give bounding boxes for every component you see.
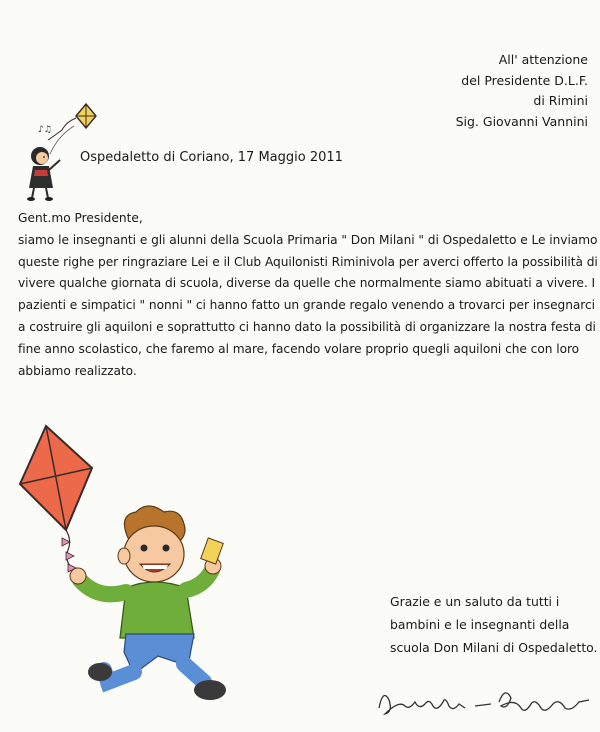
closing-line: bambini e le insegnanti della xyxy=(390,617,570,632)
recipient-line: di Rimini xyxy=(533,93,588,108)
salutation: Gent.mo Presidente, xyxy=(18,211,143,225)
recipient-line: All' attenzione xyxy=(498,52,588,67)
closing-line: scuola Don Milani di Ospedaletto. xyxy=(390,640,598,655)
closing-greeting xyxy=(390,590,597,659)
recipient-line: Sig. Giovanni Vannini xyxy=(455,113,588,129)
svg-text:♪♫: ♪♫ xyxy=(38,125,52,135)
small-kite xyxy=(38,104,96,154)
boy-with-kite-illustration xyxy=(8,420,268,710)
letter-body xyxy=(18,208,600,382)
letter-paragraph: siamo le insegnanti e gli alunni della Scuola Primaria " Don Milani " di Ospedaletto e Le inviamo queste righe per ringraziare Lei e il Club Aquilonisti Riminivola per averci offerto la possibilità di vivere qualche giornata di scuola, diverse da quelle che normalmente siamo abituati a vivere. I pazienti e simpatici " nonni " ci hanno fatto un grande regalo venendo a trovarci per insegnarci a costruire gli aquiloni e soprattutto ci hanno dato la possibilità di organizzare la nostra festa di fine anno scolastico, che faremo al mare, facendo volare proprio quegli aquiloni che con loro abbiamo realizzato. xyxy=(18,232,598,378)
boy-figure xyxy=(70,506,226,700)
girl-figure xyxy=(27,147,60,201)
recipient-address xyxy=(456,50,588,132)
big-kite xyxy=(20,426,92,572)
closing-line: Grazie e un saluto da tutti i xyxy=(390,594,560,609)
recipient-line: del Presidente D.L.F. xyxy=(461,72,588,88)
handwritten-signature xyxy=(375,680,595,724)
place-date: Ospedaletto di Coriano, 17 Maggio 2011 xyxy=(80,150,343,165)
